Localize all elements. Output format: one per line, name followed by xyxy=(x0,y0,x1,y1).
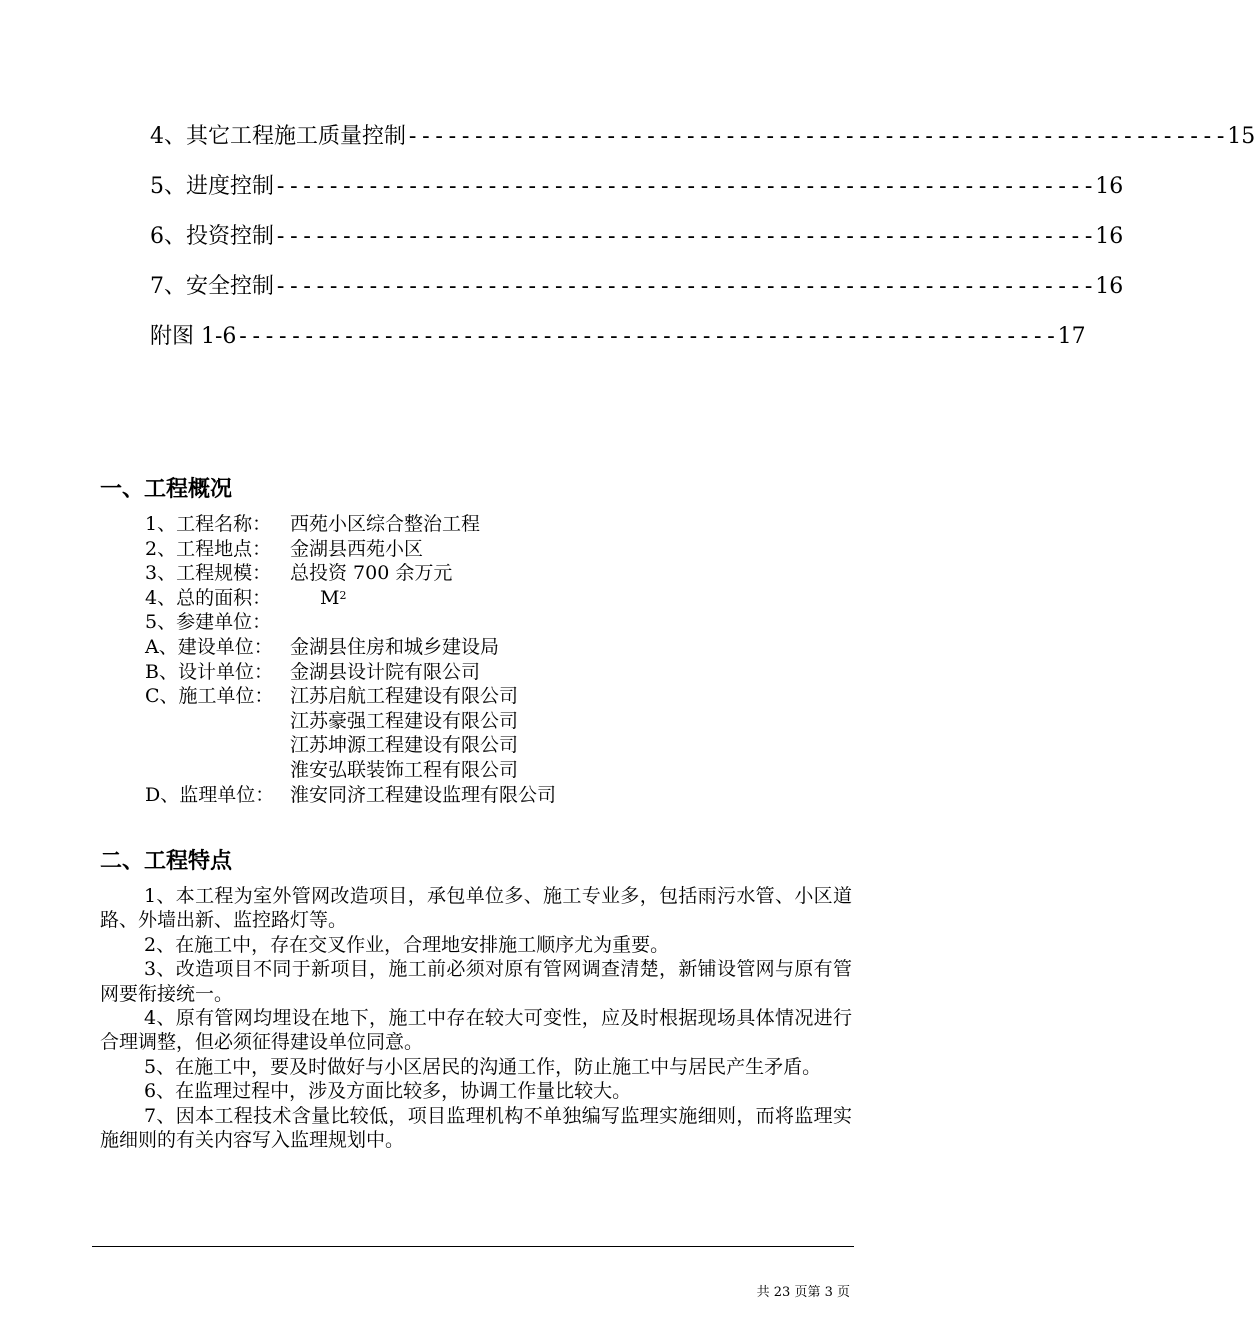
overview-label: A、建设单位： xyxy=(145,635,273,658)
overview-value: 总投资 700 余万元 xyxy=(290,562,453,585)
toc-row[interactable] xyxy=(150,220,1124,270)
overview-value: 金湖县住房和城乡建设局 xyxy=(290,635,500,658)
toc-page-number: 16 xyxy=(1095,224,1124,249)
toc-leader: -------------------------------------------------------------- xyxy=(406,124,1228,149)
feature-paragraph: 3、改造项目不同于新项目，施工前必须对原有管网调查清楚，新铺设管网与原有管网要衔接统一。 xyxy=(100,958,852,1005)
overview-item xyxy=(145,635,556,660)
page-number-footer: 共 23 页第 3 页 xyxy=(756,1285,850,1300)
toc-page-number: 16 xyxy=(1095,274,1124,299)
toc-page-number: 16 xyxy=(1095,174,1124,199)
overview-item xyxy=(145,783,556,808)
feature-paragraph: 7、因本工程技术含量比较低，项目监理机构不单独编写监理实施细则，而将监理实施细则的有关内容写入监理规划中。 xyxy=(100,1104,852,1152)
area-unit-exponent: 2 xyxy=(339,588,347,602)
overview-item xyxy=(145,660,556,685)
overview-label: 5、参建单位： xyxy=(145,611,272,634)
overview-label: 4、总的面积： xyxy=(145,586,272,609)
overview-value: 江苏启航工程建设有限公司 xyxy=(290,685,519,708)
overview-label: D、监理单位： xyxy=(145,783,275,806)
contractor-name: 江苏坤源工程建设有限公司 xyxy=(290,734,519,757)
contractor-name: 江苏豪强工程建设有限公司 xyxy=(290,709,519,732)
overview-item xyxy=(145,512,556,537)
toc-leader: -------------------------------------------------------------- xyxy=(274,174,1096,199)
footer-divider xyxy=(92,1246,854,1247)
toc-label: 5、进度控制 xyxy=(150,174,274,199)
overview-label: C、施工单位： xyxy=(145,685,274,708)
overview-label: B、设计单位： xyxy=(145,660,273,683)
table-of-contents xyxy=(150,120,1255,370)
overview-value: 淮安同济工程建设监理有限公司 xyxy=(290,783,557,806)
toc-row[interactable] xyxy=(150,170,1124,220)
overview-value xyxy=(290,586,346,611)
toc-label: 6、投资控制 xyxy=(150,224,274,249)
toc-label: 7、安全控制 xyxy=(150,274,274,299)
toc-page-number: 15 xyxy=(1227,124,1255,149)
feature-paragraph: 6、在监理过程中，涉及方面比较多，协调工作量比较大。 xyxy=(144,1080,632,1103)
overview-label: 3、工程规模： xyxy=(145,562,272,585)
section-title-features: 二、工程特点 xyxy=(100,849,233,874)
feature-paragraph: 4、原有管网均埋设在地下，施工中存在较大可变性，应及时根据现场具体情况进行合理调整，但必须征得建设单位同意。 xyxy=(100,1007,852,1054)
overview-item xyxy=(145,561,556,586)
project-features xyxy=(100,884,852,1152)
overview-value: 金湖县西苑小区 xyxy=(290,537,424,560)
project-overview xyxy=(145,512,556,807)
toc-row[interactable] xyxy=(150,320,1086,370)
overview-item xyxy=(145,586,556,611)
overview-value: 西苑小区综合整治工程 xyxy=(290,513,481,535)
toc-leader: -------------------------------------------------------------- xyxy=(274,224,1096,249)
toc-page-number: 17 xyxy=(1057,324,1086,349)
section-title-overview: 一、工程概况 xyxy=(100,477,233,502)
toc-leader: -------------------------------------------------------------- xyxy=(236,324,1058,349)
feature-paragraph: 1、本工程为室外管网改造项目，承包单位多、施工专业多，包括雨污水管、小区道路、外墙出新、监控路灯等。 xyxy=(100,885,852,932)
toc-label: 附图 1-6 xyxy=(150,324,237,349)
overview-label: 2、工程地点： xyxy=(145,537,272,560)
area-unit: M xyxy=(320,586,340,609)
overview-value: 金湖县设计院有限公司 xyxy=(290,660,481,683)
contractor-name: 淮安弘联装饰工程有限公司 xyxy=(290,758,519,781)
toc-row[interactable] xyxy=(150,270,1124,320)
feature-paragraph: 2、在施工中，存在交叉作业，合理地安排施工顺序尤为重要。 xyxy=(144,933,670,956)
overview-item xyxy=(145,684,556,709)
overview-item xyxy=(145,610,556,635)
overview-item xyxy=(145,537,556,562)
overview-label: 1、工程名称： xyxy=(145,513,272,535)
toc-leader: -------------------------------------------------------------- xyxy=(274,274,1096,299)
feature-paragraph: 5、在施工中，要及时做好与小区居民的沟通工作，防止施工中与居民产生矛盾。 xyxy=(144,1055,822,1078)
toc-row[interactable] xyxy=(150,120,1255,170)
toc-label: 4、其它工程施工质量控制 xyxy=(150,124,406,149)
